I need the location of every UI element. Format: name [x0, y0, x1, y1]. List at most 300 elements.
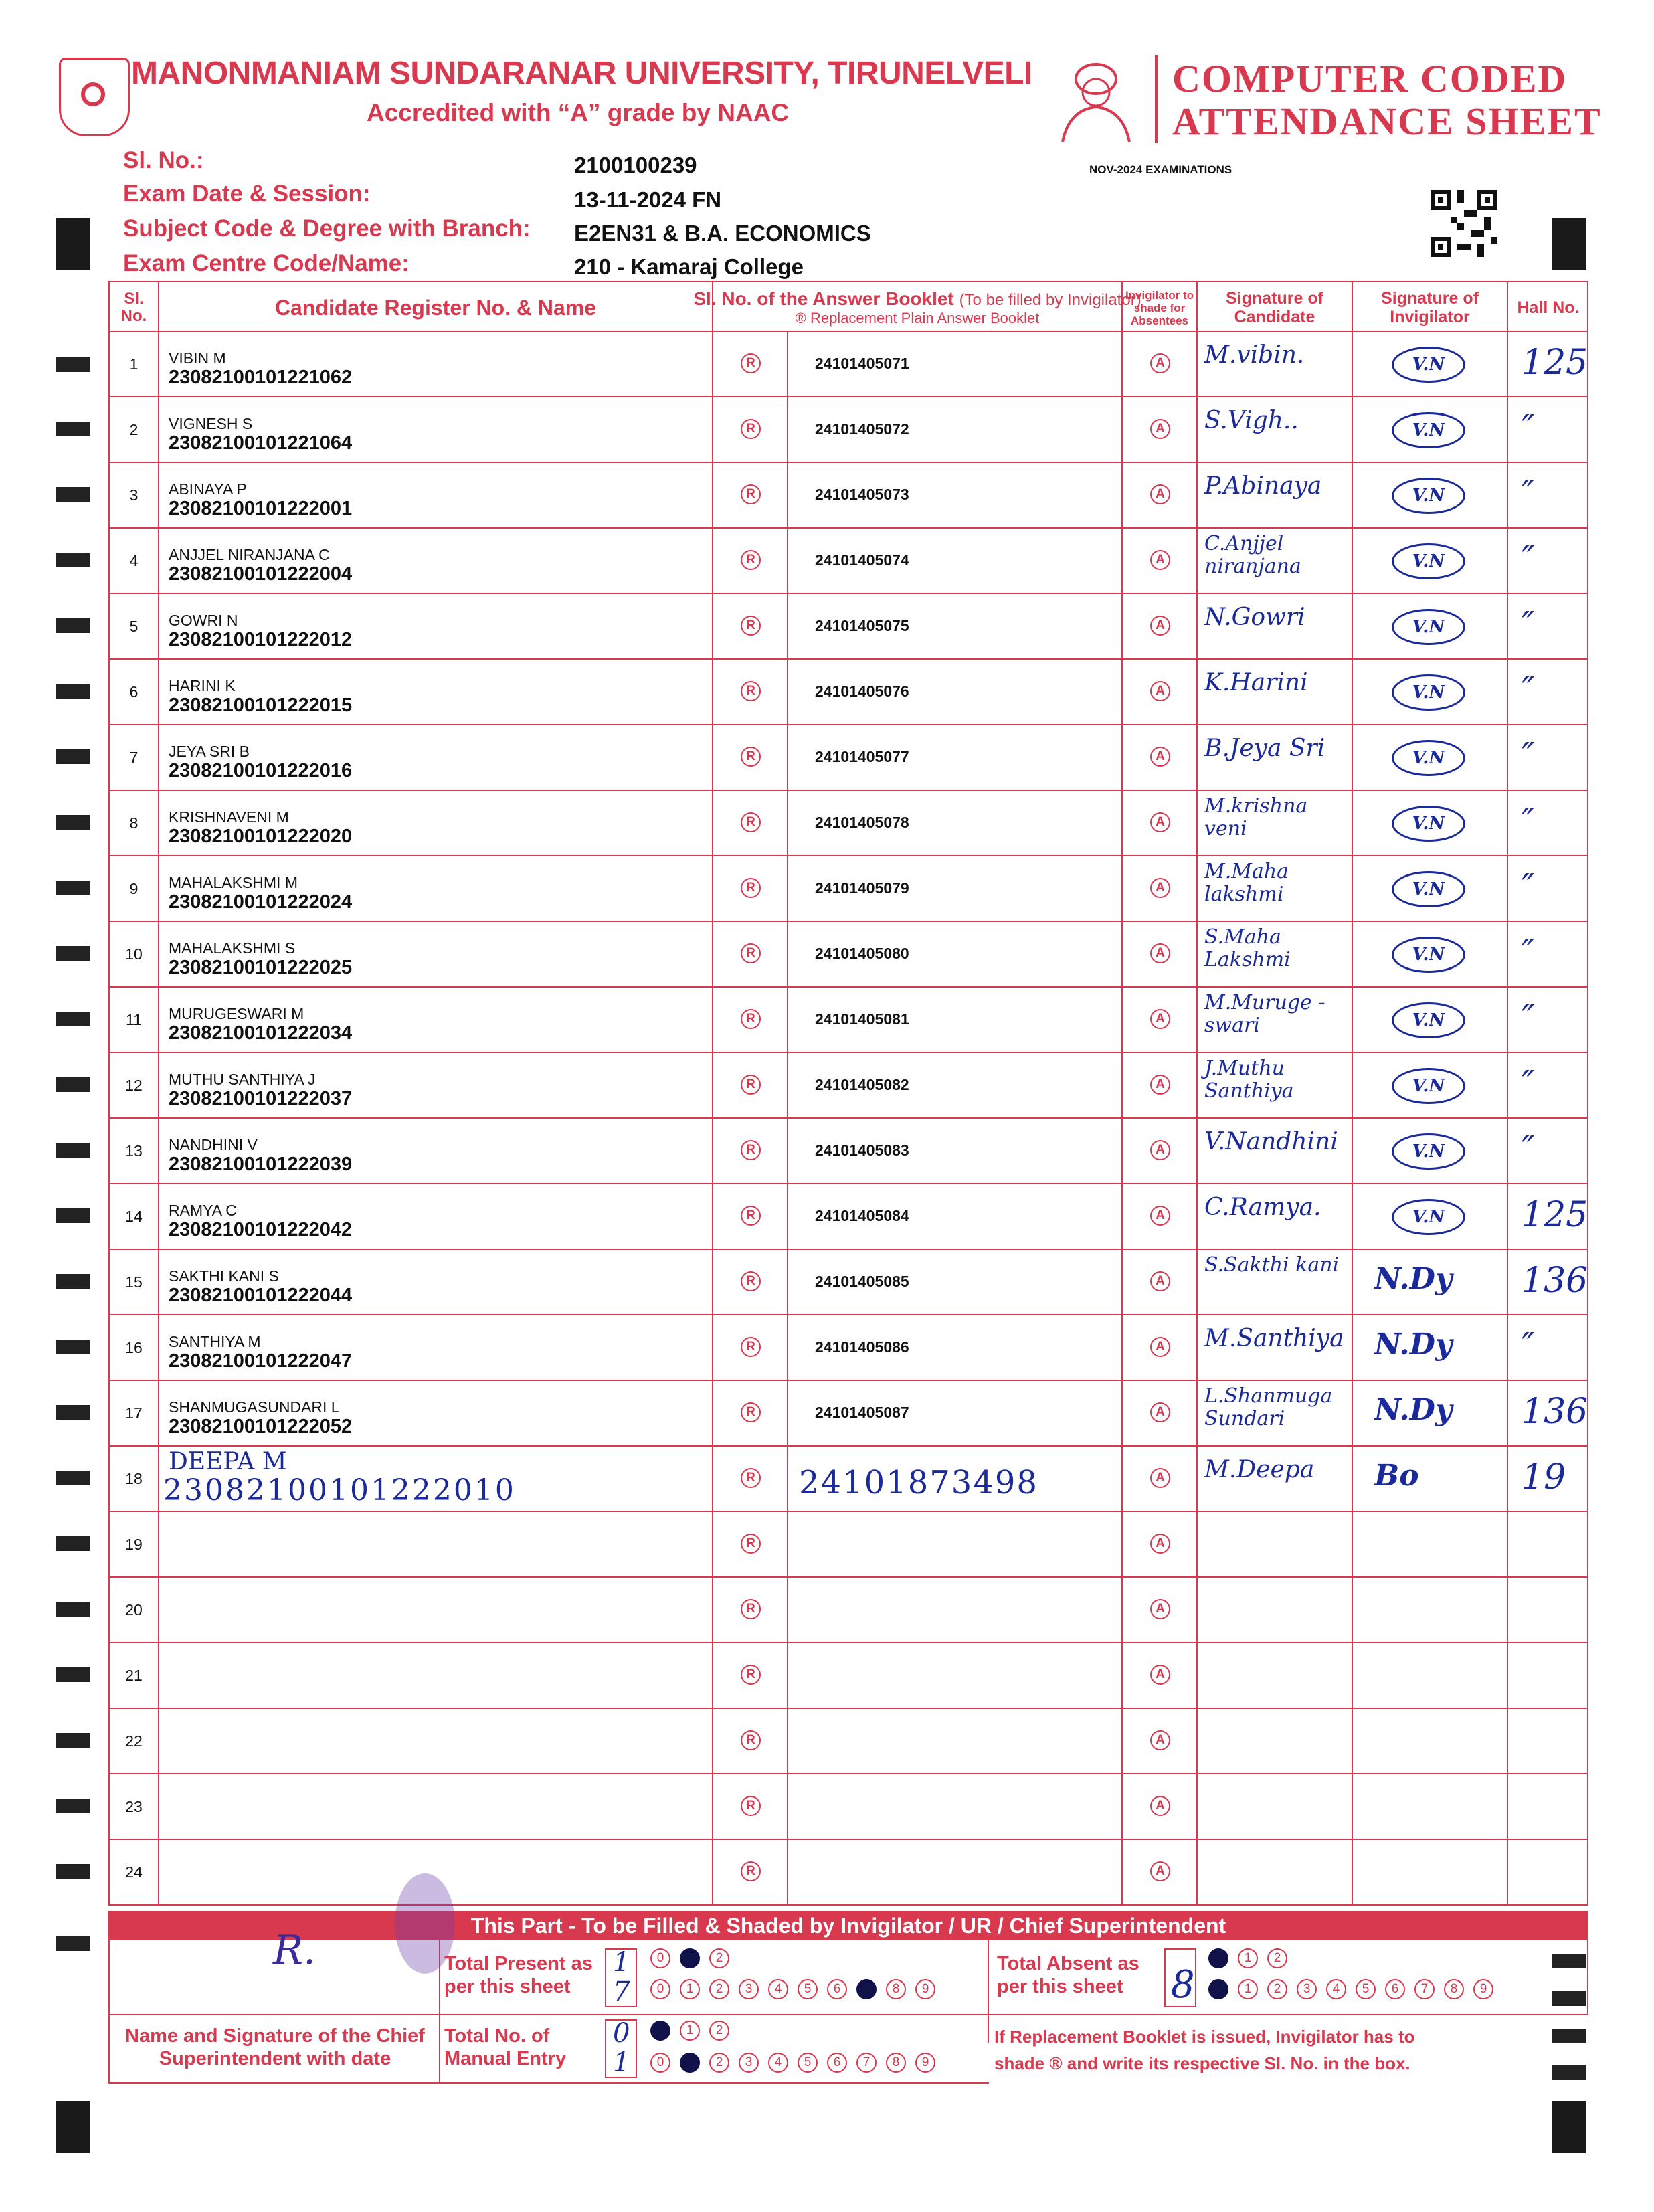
- sheet-title: COMPUTER CODED ATTENDANCE SHEET: [1172, 57, 1602, 143]
- replacement-bubble[interactable]: R: [741, 353, 761, 373]
- table-row: [108, 856, 1588, 922]
- absent-bubble[interactable]: A: [1150, 484, 1170, 504]
- booklet-no: 24101405086: [815, 1338, 909, 1356]
- candidate-signature: P.Abinaya: [1204, 472, 1322, 500]
- table-header: [108, 281, 1588, 332]
- hall-no: ″: [1522, 933, 1535, 973]
- booklet-no: 24101405081: [815, 1010, 909, 1028]
- invigilator-signature: V.N: [1392, 1199, 1465, 1235]
- timing-mark-left: [56, 1340, 90, 1354]
- replacement-bubble[interactable]: R: [741, 681, 761, 701]
- replacement-bubble[interactable]: R: [741, 1402, 761, 1422]
- candidate-reg-no: 23082100101222020: [169, 826, 353, 847]
- sig-candidate-cell: [1198, 1840, 1353, 1904]
- digit-bubble[interactable]: 9: [915, 2053, 935, 2073]
- booklet-no: 24101405073: [815, 486, 909, 503]
- row-sl: 3: [110, 463, 159, 527]
- hall-no: ″: [1522, 539, 1535, 579]
- table-row: [108, 725, 1588, 791]
- replacement-bubble[interactable]: R: [741, 812, 761, 832]
- digit-bubble[interactable]: 7: [856, 2053, 877, 2073]
- candidate-reg-no: 23082100101222034: [169, 1022, 353, 1044]
- invigilator-signature: V.N: [1392, 412, 1465, 448]
- booklet-no: 24101405077: [815, 748, 909, 765]
- invigilator-signature: V.N: [1392, 1133, 1465, 1170]
- col-sig-invigilator: Signature of Invigilator: [1353, 282, 1508, 333]
- candidate-cell: [159, 1643, 713, 1708]
- hall-no: ″: [1522, 1064, 1535, 1104]
- invigilator-signature: V.N: [1392, 871, 1465, 907]
- digit-bubble[interactable]: 5: [798, 2053, 818, 2073]
- timing-mark-left: [56, 357, 90, 372]
- table-row: [108, 1512, 1588, 1578]
- digit-bubble[interactable]: 5: [798, 1979, 818, 1999]
- replacement-bubble[interactable]: R: [741, 1271, 761, 1291]
- digit-bubble[interactable]: 0: [650, 1979, 670, 1999]
- digit-bubble[interactable]: 4: [768, 1979, 788, 1999]
- sig-candidate-cell: [1198, 1709, 1353, 1773]
- candidate-reg-no: 23082100101221062: [169, 367, 353, 388]
- booklet-no: 24101405075: [815, 617, 909, 634]
- digit-bubble[interactable]: 6: [1385, 1979, 1405, 1999]
- booklet-no: 24101405084: [815, 1207, 909, 1224]
- booklet-no: 24101405085: [815, 1273, 909, 1290]
- row-sl: 22: [110, 1709, 159, 1773]
- candidate-cell: [159, 1709, 713, 1773]
- absent-bubble[interactable]: A: [1150, 1271, 1170, 1291]
- accreditation: Accredited with “A” grade by NAAC: [367, 99, 790, 126]
- digit-bubble[interactable]: 8: [886, 1979, 906, 1999]
- candidate-signature: M.Muruge -swari: [1204, 991, 1325, 1037]
- absent-bubble[interactable]: A: [1150, 943, 1170, 963]
- candidate-name: JEYA SRI B: [169, 743, 250, 760]
- digit-bubble[interactable]: 2: [1267, 1979, 1287, 1999]
- row-sl: 18: [110, 1447, 159, 1511]
- col-booklet: Sl. No. of the Answer Booklet (To be filled by Invigilator) ® Replacement Plain Answer Booklet: [713, 282, 1123, 333]
- replacement-bubble[interactable]: R: [741, 1861, 761, 1881]
- replacement-bubble[interactable]: R: [741, 878, 761, 898]
- row-sl: 13: [110, 1119, 159, 1183]
- candidate-signature: M.Santhiya: [1204, 1325, 1344, 1352]
- table-row: [108, 1774, 1588, 1840]
- hall-no: 125: [1522, 1195, 1588, 1235]
- digit-bubble[interactable]: 1: [1238, 1979, 1258, 1999]
- digit-bubble[interactable]: 0: [650, 2053, 670, 2073]
- absent-bubble[interactable]: A: [1150, 616, 1170, 636]
- row-sl: 1: [110, 332, 159, 396]
- digit-bubble[interactable]: 9: [1473, 1979, 1493, 1999]
- replacement-bubble[interactable]: R: [741, 1140, 761, 1160]
- candidate-reg-no: 23082100101222052: [169, 1416, 353, 1437]
- invigilator-signature: V.N: [1392, 937, 1465, 973]
- row-sl: 8: [110, 791, 159, 855]
- hall-no: ″: [1522, 867, 1535, 907]
- sig-candidate-cell: [1198, 1774, 1353, 1839]
- candidate-reg-no: 23082100101222025: [169, 957, 353, 978]
- candidate-signature: S.Sakthi kani: [1204, 1253, 1340, 1277]
- timing-mark-left: [56, 1799, 90, 1813]
- candidate-name: KRISHNAVENI M: [169, 808, 289, 826]
- candidate-signature: L.Shanmuga Sundari: [1204, 1384, 1333, 1431]
- table-row: [108, 594, 1588, 660]
- booklet-no: 24101405072: [815, 420, 909, 438]
- timing-mark-left: [56, 1864, 90, 1879]
- timing-mark-left: [56, 1602, 90, 1617]
- sl-no-value: 2100100239: [574, 153, 697, 177]
- absent-bubble[interactable]: A: [1150, 1468, 1170, 1488]
- present-tens-bubbles[interactable]: [650, 1948, 739, 1968]
- registration-mark-tl: [56, 218, 90, 270]
- absent-bubble[interactable]: A: [1150, 1402, 1170, 1422]
- replacement-bubble[interactable]: R: [741, 484, 761, 504]
- digit-bubble[interactable]: 6: [827, 2053, 847, 2073]
- footer-band: This Part - To be Filled & Shaded by Invigilator / UR / Chief Superintendent: [108, 1911, 1588, 1940]
- hall-no: ″: [1522, 736, 1535, 776]
- digit-bubble[interactable]: 1: [680, 1979, 700, 1999]
- candidate-reg-no: 23082100101222016: [169, 760, 353, 781]
- digit-bubble[interactable]: 6: [827, 1979, 847, 1999]
- timing-mark-left: [56, 1143, 90, 1158]
- exam-series: NOV-2024 EXAMINATIONS: [1089, 163, 1232, 176]
- hall-no: ″: [1522, 802, 1535, 842]
- candidate-signature: C.Anjjel niranjana: [1204, 532, 1301, 578]
- digit-bubble[interactable]: 2: [709, 2021, 729, 2041]
- university-name: MANONMANIAM SUNDARANAR UNIVERSITY, TIRUNELVELI: [131, 56, 1032, 91]
- candidate-reg-no: 23082100101222001: [169, 498, 353, 519]
- candidate-name: MUTHU SANTHIYA J: [169, 1071, 316, 1088]
- manual-box: 0 1: [605, 2019, 637, 2078]
- digit-bubble[interactable]: 5: [1356, 1979, 1376, 1999]
- candidate-reg-no: 23082100101222037: [169, 1088, 353, 1109]
- table-row: [108, 1578, 1588, 1643]
- table-row: [108, 397, 1588, 463]
- sig-invigilator-cell: [1353, 1840, 1508, 1904]
- absent-bubble[interactable]: A: [1150, 1206, 1170, 1226]
- absent-tens-bubbles[interactable]: [1208, 1948, 1297, 1968]
- invigilator-signature: N.Dy: [1374, 1327, 1453, 1362]
- digit-bubble[interactable]: 4: [1326, 1979, 1346, 1999]
- absent-bubble[interactable]: A: [1150, 747, 1170, 767]
- present-units-bubbles[interactable]: [650, 1979, 945, 1999]
- founder-portrait: [1056, 56, 1136, 142]
- absent-bubble[interactable]: A: [1150, 353, 1170, 373]
- table-row: [108, 463, 1588, 529]
- chief-label: Name and Signature of the Chief Superintendent with date: [125, 2025, 425, 2069]
- row-sl: 23: [110, 1774, 159, 1839]
- hall-no: ″: [1522, 1129, 1535, 1170]
- invigilator-signature: V.N: [1392, 347, 1465, 383]
- invigilator-signature: Bo: [1374, 1459, 1419, 1493]
- booklet-cell: [788, 1643, 1123, 1708]
- row-sl: 14: [110, 1184, 159, 1249]
- candidate-reg-no: 23082100101222010: [163, 1473, 516, 1507]
- sig-invigilator-cell: [1353, 1774, 1508, 1839]
- invigilator-signature: V.N: [1392, 478, 1465, 514]
- sig-invigilator-cell: [1353, 1709, 1508, 1773]
- digit-bubble[interactable]: 0: [1208, 1979, 1228, 1999]
- hall-no: 125: [1522, 343, 1588, 383]
- digit-bubble[interactable]: 2: [709, 2053, 729, 2073]
- booklet-no: 24101405071: [815, 355, 909, 372]
- candidate-reg-no: 23082100101222012: [169, 629, 353, 650]
- replacement-bubble[interactable]: R: [741, 550, 761, 570]
- candidate-name: SAKTHI KANI S: [169, 1267, 279, 1285]
- replacement-bubble[interactable]: R: [741, 1796, 761, 1816]
- candidate-reg-no: 23082100101222047: [169, 1350, 353, 1372]
- hall-no: 19: [1522, 1457, 1566, 1497]
- hall-no: ″: [1522, 670, 1535, 711]
- row-sl: 7: [110, 725, 159, 790]
- invigilator-signature: V.N: [1392, 1002, 1465, 1038]
- table-row: [108, 1250, 1588, 1315]
- candidate-name: NANDHINI V: [169, 1136, 258, 1154]
- candidate-name: MAHALAKSHMI M: [169, 874, 298, 891]
- chief-signature: R.: [273, 1927, 316, 1974]
- hall-no: ″: [1522, 408, 1535, 448]
- digit-bubble[interactable]: 7: [1414, 1979, 1435, 1999]
- absent-bubble[interactable]: A: [1150, 1796, 1170, 1816]
- candidate-signature: S.Vigh..: [1204, 407, 1299, 434]
- candidate-reg-no: 23082100101222015: [169, 695, 353, 716]
- candidate-signature: B.Jeya Sri: [1204, 735, 1325, 762]
- sig-invigilator-cell: [1353, 1512, 1508, 1576]
- timing-mark-left: [56, 684, 90, 699]
- col-sig-candidate: Signature of Candidate: [1198, 282, 1353, 333]
- candidate-cell: [159, 1578, 713, 1642]
- candidate-reg-no: 23082100101222004: [169, 563, 353, 585]
- candidate-reg-no: 23082100101222024: [169, 891, 353, 913]
- present-box: 1 7: [605, 1948, 637, 2007]
- candidate-cell: [159, 1774, 713, 1839]
- invigilator-signature: V.N: [1392, 543, 1465, 579]
- row-sl: 15: [110, 1250, 159, 1314]
- replacement-bubble[interactable]: R: [741, 943, 761, 963]
- absent-bubble[interactable]: A: [1150, 1861, 1170, 1881]
- registration-mark-bl: [56, 2101, 90, 2153]
- timing-mark-left: [56, 1471, 90, 1485]
- digit-bubble[interactable]: 2: [1267, 1948, 1287, 1968]
- manual-tens-bubbles[interactable]: [650, 2021, 739, 2041]
- booklet-cell: [788, 1512, 1123, 1576]
- digit-bubble[interactable]: 2: [709, 1948, 729, 1968]
- timing-mark-left: [56, 1536, 90, 1551]
- sig-candidate-cell: [1198, 1578, 1353, 1642]
- replacement-bubble[interactable]: R: [741, 747, 761, 767]
- digit-bubble[interactable]: 3: [739, 1979, 759, 1999]
- digit-bubble[interactable]: 9: [915, 1979, 935, 1999]
- manual-units-bubbles[interactable]: [650, 2053, 945, 2073]
- absent-bubble[interactable]: A: [1150, 1730, 1170, 1750]
- replacement-bubble[interactable]: R: [741, 1206, 761, 1226]
- absent-bubble[interactable]: A: [1150, 1009, 1170, 1029]
- absent-bubble[interactable]: A: [1150, 1140, 1170, 1160]
- replacement-note: If Replacement Booklet is issued, Invigilator has to shade ® and write its respective Sl. No. in the box.: [994, 2027, 1415, 2073]
- invigilator-signature: V.N: [1392, 806, 1465, 842]
- subject-value: E2EN31 & B.A. ECONOMICS: [574, 221, 871, 246]
- table-row: [108, 922, 1588, 988]
- digit-bubble[interactable]: 8: [886, 2053, 906, 2073]
- row-sl: 10: [110, 922, 159, 986]
- absent-bubble[interactable]: A: [1150, 878, 1170, 898]
- col-candidate: Candidate Register No. & Name: [159, 282, 713, 333]
- absent-bubble[interactable]: A: [1150, 1665, 1170, 1685]
- header-divider: [1155, 55, 1158, 143]
- row-sl: 9: [110, 856, 159, 921]
- replacement-bubble[interactable]: R: [741, 1665, 761, 1685]
- row-sl: 19: [110, 1512, 159, 1576]
- replacement-bubble[interactable]: R: [741, 1730, 761, 1750]
- candidate-reg-no: 23082100101222044: [169, 1285, 353, 1306]
- table-row: [108, 1643, 1588, 1709]
- invigilator-signature: V.N: [1392, 740, 1465, 776]
- digit-bubble[interactable]: 1: [680, 1948, 700, 1968]
- candidate-signature: C.Ramya.: [1204, 1194, 1321, 1221]
- replacement-bubble[interactable]: R: [741, 616, 761, 636]
- absent-bubble[interactable]: A: [1150, 419, 1170, 439]
- absent-bubble[interactable]: A: [1150, 812, 1170, 832]
- candidate-name: VIGNESH S: [169, 415, 253, 432]
- digit-bubble[interactable]: 0: [1208, 1948, 1228, 1968]
- candidate-name: MURUGESWARI M: [169, 1005, 304, 1022]
- candidate-name: MAHALAKSHMI S: [169, 939, 296, 957]
- university-logo: [59, 58, 130, 136]
- sig-invigilator-cell: [1353, 1578, 1508, 1642]
- absent-bubble[interactable]: A: [1150, 1599, 1170, 1619]
- booklet-no: 24101405074: [815, 551, 909, 569]
- candidate-name: SANTHIYA M: [169, 1333, 261, 1350]
- booklet-no: 24101405076: [815, 682, 909, 700]
- booklet-no: 24101405079: [815, 879, 909, 897]
- row-sl: 21: [110, 1643, 159, 1708]
- table-row: [108, 660, 1588, 725]
- timing-mark-left: [56, 1733, 90, 1748]
- absent-box: 8: [1164, 1948, 1196, 2007]
- digit-bubble[interactable]: 4: [768, 2053, 788, 2073]
- candidate-name: VIBIN M: [169, 349, 226, 367]
- col-hall: Hall No.: [1517, 298, 1580, 317]
- replacement-bubble[interactable]: R: [741, 1337, 761, 1357]
- table-row: [108, 988, 1588, 1053]
- digit-bubble[interactable]: 1: [680, 2021, 700, 2041]
- sl-no-label: Sl. No.:: [123, 147, 204, 173]
- absent-bubble[interactable]: A: [1150, 550, 1170, 570]
- candidate-signature: V.Nandhini: [1204, 1128, 1338, 1156]
- exam-date-label: Exam Date & Session:: [123, 181, 371, 207]
- table-row: [108, 1315, 1588, 1381]
- candidate-name: RAMYA C: [169, 1202, 237, 1219]
- row-sl: 17: [110, 1381, 159, 1445]
- row-sl: 11: [110, 988, 159, 1052]
- timing-mark-left: [56, 881, 90, 895]
- row-sl: 4: [110, 529, 159, 593]
- digit-bubble[interactable]: 3: [739, 2053, 759, 2073]
- digit-bubble[interactable]: 1: [1238, 1948, 1258, 1968]
- sig-candidate-cell: [1198, 1643, 1353, 1708]
- absent-bubble[interactable]: A: [1150, 681, 1170, 701]
- registration-mark-br: [1552, 2101, 1586, 2153]
- digit-bubble[interactable]: 2: [709, 1979, 729, 1999]
- candidate-name: HARINI K: [169, 677, 236, 695]
- digit-bubble[interactable]: 3: [1297, 1979, 1317, 1999]
- timing-mark-left: [56, 618, 90, 633]
- timing-mark-left: [56, 1208, 90, 1223]
- candidate-cell: [159, 1512, 713, 1576]
- replacement-bubble[interactable]: R: [741, 1075, 761, 1095]
- timing-mark-left: [56, 487, 90, 502]
- candidate-signature: J.Muthu Santhiya: [1204, 1056, 1294, 1103]
- invigilator-signature: V.N: [1392, 609, 1465, 645]
- booklet-no: 24101405082: [815, 1076, 909, 1093]
- booklet-cell: [788, 1840, 1123, 1904]
- candidate-name: SHANMUGASUNDARI L: [169, 1398, 340, 1416]
- absent-bubble[interactable]: A: [1150, 1534, 1170, 1554]
- table-row: [108, 1053, 1588, 1119]
- candidate-signature: M.krishna veni: [1204, 794, 1308, 840]
- digit-bubble[interactable]: 0: [650, 1948, 670, 1968]
- table-row: [108, 791, 1588, 856]
- qr-code: [1431, 190, 1497, 257]
- replacement-bubble[interactable]: R: [741, 1599, 761, 1619]
- absent-bubble[interactable]: A: [1150, 1337, 1170, 1357]
- timing-mark-left: [56, 1077, 90, 1092]
- digit-bubble[interactable]: 1: [680, 2053, 700, 2073]
- candidate-name: ABINAYA P: [169, 480, 247, 498]
- timing-mark-left: [56, 553, 90, 567]
- row-sl: 20: [110, 1578, 159, 1642]
- table-row: [108, 1447, 1588, 1512]
- table-row: [108, 1381, 1588, 1447]
- booklet-no: 24101405087: [815, 1404, 909, 1421]
- replacement-bubble[interactable]: R: [741, 1009, 761, 1029]
- table-row: [108, 529, 1588, 594]
- timing-mark-left: [56, 1274, 90, 1289]
- hall-no: ″: [1522, 1326, 1535, 1366]
- sig-invigilator-cell: [1353, 1643, 1508, 1708]
- digit-bubble[interactable]: 7: [856, 1979, 877, 1999]
- row-sl: 6: [110, 660, 159, 724]
- candidate-signature: M.Maha lakshmi: [1204, 860, 1289, 906]
- invigilator-signature: N.Dy: [1374, 1262, 1453, 1296]
- candidate-reg-no: 23082100101222042: [169, 1219, 353, 1240]
- total-absent-label: Total Absent as per this sheet: [997, 1953, 1139, 1997]
- replacement-bubble[interactable]: R: [741, 419, 761, 439]
- row-sl: 2: [110, 397, 159, 462]
- candidate-name: GOWRI N: [169, 612, 238, 629]
- timing-mark-left: [56, 946, 90, 961]
- table-row: [108, 1709, 1588, 1774]
- exam-date-value: 13-11-2024 FN: [574, 187, 722, 212]
- absent-bubble[interactable]: A: [1150, 1075, 1170, 1095]
- manual-entry-label: Total No. of Manual Entry: [444, 2025, 567, 2069]
- candidate-name: ANJJEL NIRANJANA C: [169, 546, 330, 563]
- table-row: [108, 332, 1588, 397]
- replacement-bubble[interactable]: R: [741, 1534, 761, 1554]
- candidate-reg-no: 23082100101222039: [169, 1154, 353, 1175]
- replacement-bubble[interactable]: R: [741, 1468, 761, 1488]
- hall-no: ″: [1522, 998, 1535, 1038]
- digit-bubble[interactable]: 0: [650, 2021, 670, 2041]
- table-row: [108, 1840, 1588, 1906]
- timing-mark-left: [56, 749, 90, 764]
- registration-mark-tr: [1552, 218, 1586, 270]
- invigilator-signature: V.N: [1392, 674, 1465, 711]
- hall-no: ″: [1522, 605, 1535, 645]
- candidate-signature: S.Maha Lakshmi: [1204, 925, 1291, 972]
- absent-units-bubbles[interactable]: [1208, 1979, 1503, 1999]
- col-sl: Sl. No.: [110, 282, 159, 333]
- digit-bubble[interactable]: 8: [1444, 1979, 1464, 1999]
- timing-mark-left: [56, 1667, 90, 1682]
